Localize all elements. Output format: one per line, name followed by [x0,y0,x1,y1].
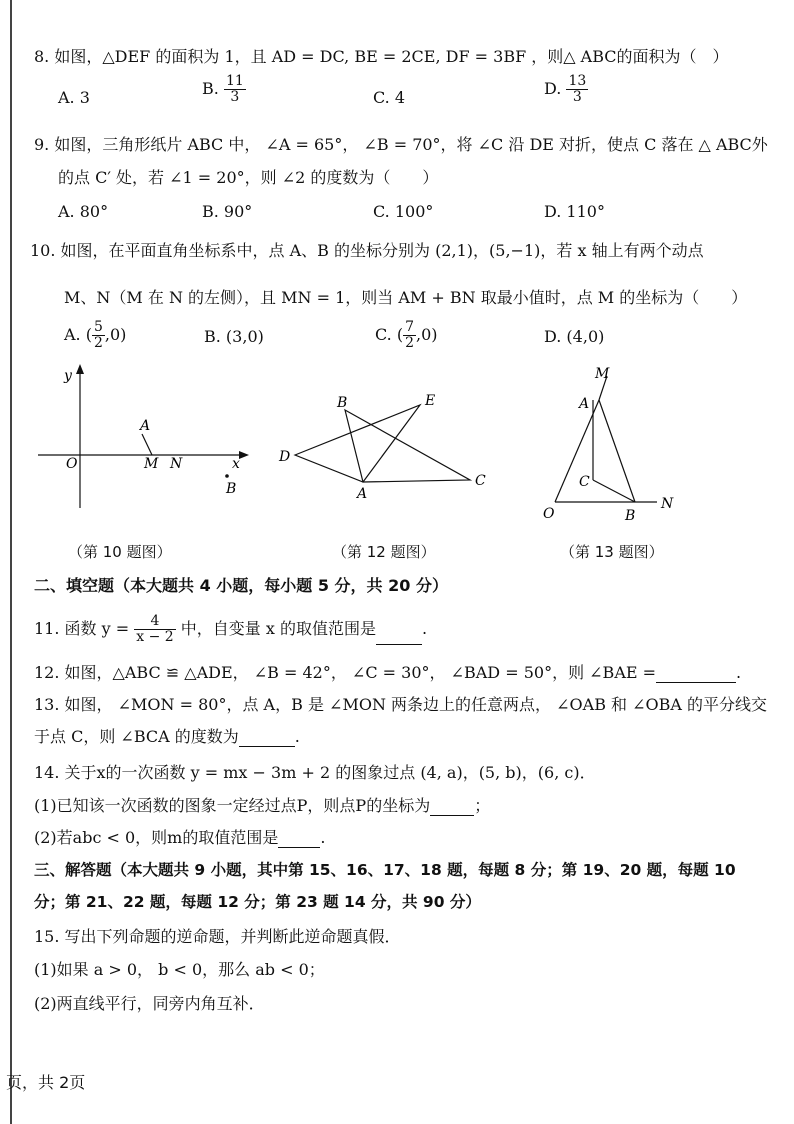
label-n: N [170,456,183,472]
figure-10 [30,358,260,518]
q8-option-d: D. $\frac{13}{3}$ [544,73,587,105]
figure-12 [275,385,495,505]
q14-line3: (2)若abc < 0，则m的取值范围是 . [34,828,326,847]
section-3-heading-line2: 分；第 21、22 题，每题 12 分；第 23 题 14 分，共 90 分） [34,893,481,911]
point-b [225,474,229,478]
figure-13 [535,360,685,525]
q13-line2: 于点 C，则 ∠BCA 的度数为 . [34,727,300,746]
caption-figure-13: （第 13 题图） [560,543,664,561]
label-x: x [232,456,240,472]
page-left-border [10,0,12,1124]
section-2-heading: 二、填空题（本大题共 4 小题，每小题 5 分，共 20 分） [34,576,448,595]
q10-line2: M、N（M 在 N 的左侧），且 MN = 1，则当 AM + BN 取最小值时，点 M 的坐标为（ ） [64,288,748,307]
label-m: M [144,456,159,472]
q10-option-d: D. (4,0) [544,327,605,346]
q9-option-b: B. 90° [202,202,253,221]
q8-option-b: B. $\frac{11}{3}$ [202,73,244,105]
q14-2-answer-blank [278,831,320,848]
y-axis-arrow-icon [76,364,84,374]
label-a: A [357,486,368,502]
label-o: O [66,456,78,472]
q14-1-answer-blank [430,799,474,816]
q8-stem: 8. 如图，△DEF 的面积为 1，且 AD = DC, BE = 2CE, DF = 3BF ，则△ ABC的面积为（ ） [34,47,729,66]
q13-line1: 13. 如图， ∠MON = 80°，点 A，B 是 ∠MON 两条边上的任意两点， ∠OAB 和 ∠OBA 的平分线交 [34,695,768,714]
segment-am [142,434,152,455]
label-b: B [337,395,348,411]
label-c: C [579,474,590,490]
q9-option-d: D. 110° [544,202,605,221]
label-c: C [475,473,486,489]
q13-answer-blank [239,730,295,747]
caption-figure-10: （第 10 题图） [68,543,172,561]
label-b: B [625,508,636,524]
q10-option-a: A. ( $\frac{5}{2}$ ,0) [64,319,127,351]
q15-stem: 15. 写出下列命题的逆命题，并判断此逆命题真假． [34,927,401,946]
q14-line2: (1)已知该一次函数的图象一定经过点P，则点P的坐标为 ； [34,796,491,815]
q15-part2: (2)两直线平行，同旁内角互补． [34,994,265,1013]
q12: 12. 如图，△ABC ≌ △ADE， ∠B = 42°， ∠C = 30°， ∠BAD = 50°，则 ∠BAE = . [34,663,742,682]
q14-line1: 14. 关于x的一次函数 y = mx − 3m + 2 的图象过点 (4, a)，(5, b)，(6, c)． [34,763,596,782]
x-axis-arrow-icon [239,451,249,459]
q10-option-b: B. (3,0) [204,327,264,346]
q9-line1: 9. 如图，三角形纸片 ABC 中， ∠A = 65°， ∠B = 70°，将 ∠C 沿 DE 对折，使点 C 落在 △ ABC外 [34,135,768,154]
label-e: E [425,393,436,409]
q8-option-c: C. 4 [373,88,406,107]
section-3-heading-line1: 三、解答题（本大题共 9 小题，其中第 15、16、17、18 题，每题 8 分；第 19、20 题，每题 10 [34,861,736,879]
q11-answer-blank [376,628,422,645]
q9-option-c: C. 100° [373,202,434,221]
q15-part1: (1)如果 a > 0， b < 0，那么 ab < 0； [34,960,325,979]
q8-option-a: A. 3 [58,88,90,107]
label-b: B [226,481,237,497]
label-m: M [595,366,610,382]
label-n: N [661,496,674,512]
label-a: A [579,396,590,412]
q10-line1: 10. 如图，在平面直角坐标系中，点 A、B 的坐标分别为 (2,1)，(5,−1)，若 x 轴上有两个动点 [30,241,704,260]
q9-line2: 的点 C′ 处，若 ∠1 = 20°，则 ∠2 的度数为（ ） [58,168,439,187]
caption-figure-12: （第 12 题图） [332,543,436,561]
label-a: A [140,418,151,434]
segment-ab [599,400,635,502]
q12-answer-blank [656,666,736,683]
label-o: O [543,506,555,522]
page-footer: 页，共 2页 [6,1073,86,1092]
label-d: D [279,449,291,465]
label-y: y [64,368,72,384]
q11: 11. 函数 y = $\frac{4}{x - 2}$ 中，自变量 x 的取值范围是 . [34,613,428,645]
q9-option-a: A. 80° [58,202,109,221]
q10-option-c: C. ( $\frac{7}{2}$ ,0) [375,319,438,351]
triangle-abc [345,410,470,482]
